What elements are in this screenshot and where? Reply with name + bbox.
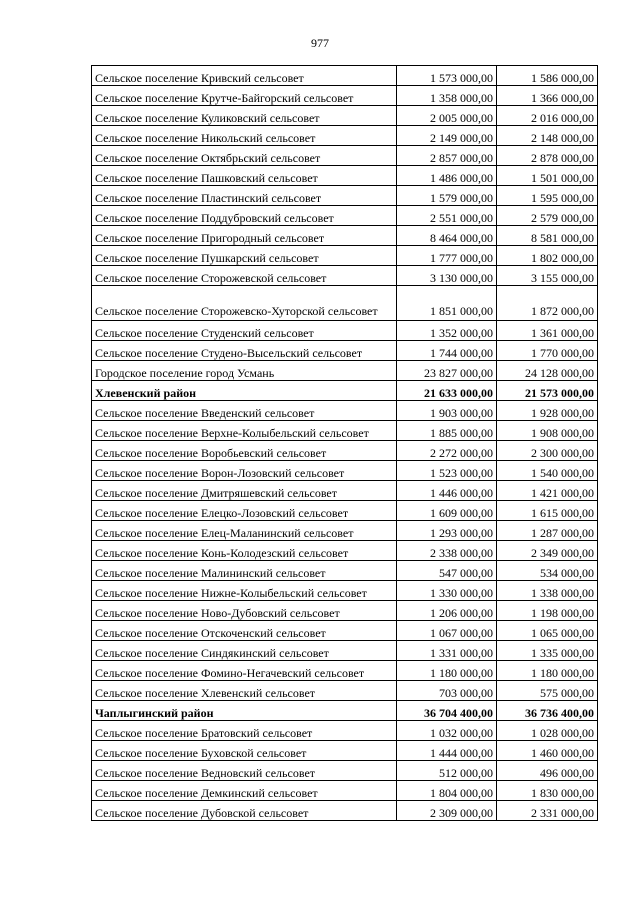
settlement-name-cell: Сельское поселение Введенский сельсовет [92,401,397,421]
amount-year2-cell: 1 830 000,00 [497,781,598,801]
amount-year1-cell: 1 903 000,00 [397,401,497,421]
amount-year1-cell: 1 609 000,00 [397,501,497,521]
amount-year2-cell: 575 000,00 [497,681,598,701]
amount-year1-cell: 1 330 000,00 [397,581,497,601]
settlement-name-cell: Сельское поселение Сторожевской сельсовет [92,266,397,286]
amount-year2-cell: 1 180 000,00 [497,661,598,681]
table-row [92,521,598,541]
amount-year1-cell: 1 067 000,00 [397,621,497,641]
table-row [92,661,598,681]
settlement-name-cell: Сельское поселение Крутче-Байгорский сельсовет [92,86,397,106]
table-row [92,86,598,106]
amount-year1-cell: 2 005 000,00 [397,106,497,126]
amount-year2-cell: 1 540 000,00 [497,461,598,481]
amount-year2-cell: 1 421 000,00 [497,481,598,501]
amount-year2-cell: 1 361 000,00 [497,321,598,341]
amount-year2-cell: 1 770 000,00 [497,341,598,361]
page-number: 977 [311,36,329,50]
amount-year1-cell: 1 744 000,00 [397,341,497,361]
settlement-name-cell: Сельское поселение Ведновский сельсовет [92,761,397,781]
amount-year2-cell: 1 595 000,00 [497,186,598,206]
amount-year1-cell: 703 000,00 [397,681,497,701]
settlement-name-cell: Сельское поселение Фомино-Негачевский сельсовет [92,661,397,681]
settlement-name-cell: Сельское поселение Отскоченский сельсовет [92,621,397,641]
table-row [92,561,598,581]
table-row [92,721,598,741]
amount-year1-cell: 1 352 000,00 [397,321,497,341]
budget-table-body [92,66,598,821]
amount-year2-cell: 2 579 000,00 [497,206,598,226]
table-row [92,801,598,821]
settlement-name-cell: Сельское поселение Ново-Дубовский сельсовет [92,601,397,621]
settlement-name-cell: Хлевенский район [92,381,397,401]
table-row [92,621,598,641]
settlement-name-cell: Чаплыгинский район [92,701,397,721]
amount-year1-cell: 1 573 000,00 [397,66,497,86]
amount-year2-cell: 21 573 000,00 [497,381,598,401]
table-row [92,146,598,166]
settlement-name-cell: Сельское поселение Синдякинский сельсовет [92,641,397,661]
table-row [92,481,598,501]
amount-year1-cell: 1 851 000,00 [397,286,497,321]
settlement-name-cell: Сельское поселение Братовский сельсовет [92,721,397,741]
amount-year2-cell: 2 148 000,00 [497,126,598,146]
settlement-name-cell: Сельское поселение Буховской сельсовет [92,741,397,761]
table-row [92,361,598,381]
amount-year1-cell: 512 000,00 [397,761,497,781]
amount-year1-cell: 1 446 000,00 [397,481,497,501]
table-row [92,501,598,521]
amount-year1-cell: 2 338 000,00 [397,541,497,561]
amount-year1-cell: 1 180 000,00 [397,661,497,681]
amount-year2-cell: 534 000,00 [497,561,598,581]
amount-year2-cell: 1 287 000,00 [497,521,598,541]
amount-year1-cell: 1 444 000,00 [397,741,497,761]
amount-year1-cell: 36 704 400,00 [397,701,497,721]
table-row [92,206,598,226]
settlement-name-cell: Сельское поселение Поддубровский сельсовет [92,206,397,226]
table-row [92,401,598,421]
settlement-name-cell: Сельское поселение Пластинский сельсовет [92,186,397,206]
amount-year2-cell: 1 460 000,00 [497,741,598,761]
amount-year1-cell: 2 551 000,00 [397,206,497,226]
settlement-name-cell: Городское поселение город Усмань [92,361,397,381]
amount-year1-cell: 1 358 000,00 [397,86,497,106]
table-row [92,226,598,246]
amount-year2-cell: 1 802 000,00 [497,246,598,266]
amount-year2-cell: 496 000,00 [497,761,598,781]
amount-year2-cell: 1 872 000,00 [497,286,598,321]
amount-year1-cell: 23 827 000,00 [397,361,497,381]
settlement-name-cell: Сельское поселение Студенский сельсовет [92,321,397,341]
amount-year1-cell: 2 149 000,00 [397,126,497,146]
settlement-name-cell: Сельское поселение Дмитряшевский сельсовет [92,481,397,501]
district-total-row [92,701,598,721]
settlement-name-cell: Сельское поселение Куликовский сельсовет [92,106,397,126]
amount-year2-cell: 1 586 000,00 [497,66,598,86]
amount-year2-cell: 8 581 000,00 [497,226,598,246]
settlement-name-cell: Сельское поселение Октябрьский сельсовет [92,146,397,166]
amount-year2-cell: 2 016 000,00 [497,106,598,126]
amount-year2-cell: 1 338 000,00 [497,581,598,601]
table-row [92,641,598,661]
settlement-name-cell: Сельское поселение Елецко-Лозовский сельсовет [92,501,397,521]
amount-year2-cell: 1 335 000,00 [497,641,598,661]
settlement-name-cell: Сельское поселение Елец-Маланинский сельсовет [92,521,397,541]
amount-year1-cell: 2 309 000,00 [397,801,497,821]
amount-year2-cell: 2 878 000,00 [497,146,598,166]
amount-year1-cell: 1 885 000,00 [397,421,497,441]
settlement-name-cell: Сельское поселение Кривский сельсовет [92,66,397,86]
amount-year1-cell: 1 331 000,00 [397,641,497,661]
table-row [92,321,598,341]
settlement-name-cell: Сельское поселение Хлевенский сельсовет [92,681,397,701]
settlement-name-cell: Сельское поселение Верхне-Колыбельский сельсовет [92,421,397,441]
amount-year2-cell: 2 349 000,00 [497,541,598,561]
table-row [92,66,598,86]
settlement-name-cell: Сельское поселение Сторожевско-Хуторской сельсовет [92,286,397,321]
settlement-name-cell: Сельское поселение Демкинский сельсовет [92,781,397,801]
table-row [92,761,598,781]
table-row [92,421,598,441]
settlement-name-cell: Сельское поселение Никольский сельсовет [92,126,397,146]
amount-year1-cell: 3 130 000,00 [397,266,497,286]
amount-year1-cell: 2 857 000,00 [397,146,497,166]
table-row [92,286,598,321]
amount-year2-cell: 24 128 000,00 [497,361,598,381]
table-row [92,441,598,461]
settlement-name-cell: Сельское поселение Воробьевский сельсовет [92,441,397,461]
amount-year1-cell: 21 633 000,00 [397,381,497,401]
settlement-name-cell: Сельское поселение Нижне-Колыбельский сельсовет [92,581,397,601]
settlement-name-cell: Сельское поселение Пашковский сельсовет [92,166,397,186]
amount-year2-cell: 3 155 000,00 [497,266,598,286]
amount-year2-cell: 1 065 000,00 [497,621,598,641]
table-row [92,246,598,266]
amount-year2-cell: 2 331 000,00 [497,801,598,821]
table-row [92,741,598,761]
amount-year1-cell: 1 777 000,00 [397,246,497,266]
table-row [92,106,598,126]
amount-year2-cell: 1 908 000,00 [497,421,598,441]
amount-year1-cell: 547 000,00 [397,561,497,581]
amount-year1-cell: 1 486 000,00 [397,166,497,186]
amount-year2-cell: 1 928 000,00 [497,401,598,421]
amount-year1-cell: 1 523 000,00 [397,461,497,481]
settlement-name-cell: Сельское поселение Конь-Колодезский сельсовет [92,541,397,561]
amount-year1-cell: 2 272 000,00 [397,441,497,461]
amount-year1-cell: 1 579 000,00 [397,186,497,206]
amount-year2-cell: 36 736 400,00 [497,701,598,721]
table-row [92,341,598,361]
table-row [92,781,598,801]
table-row [92,601,598,621]
district-total-row [92,381,598,401]
amount-year1-cell: 1 293 000,00 [397,521,497,541]
amount-year1-cell: 8 464 000,00 [397,226,497,246]
amount-year1-cell: 1 206 000,00 [397,601,497,621]
table-row [92,681,598,701]
settlement-name-cell: Сельское поселение Пушкарский сельсовет [92,246,397,266]
table-row [92,581,598,601]
settlement-name-cell: Сельское поселение Пригородный сельсовет [92,226,397,246]
table-row [92,166,598,186]
amount-year2-cell: 1 198 000,00 [497,601,598,621]
settlement-name-cell: Сельское поселение Ворон-Лозовский сельсовет [92,461,397,481]
settlement-name-cell: Сельское поселение Малининский сельсовет [92,561,397,581]
amount-year2-cell: 1 028 000,00 [497,721,598,741]
amount-year2-cell: 1 501 000,00 [497,166,598,186]
table-row [92,461,598,481]
budget-table [91,65,598,821]
table-row [92,266,598,286]
amount-year2-cell: 1 366 000,00 [497,86,598,106]
amount-year1-cell: 1 804 000,00 [397,781,497,801]
table-row [92,126,598,146]
settlement-name-cell: Сельское поселение Дубовской сельсовет [92,801,397,821]
amount-year2-cell: 1 615 000,00 [497,501,598,521]
table-row [92,186,598,206]
amount-year2-cell: 2 300 000,00 [497,441,598,461]
table-row [92,541,598,561]
settlement-name-cell: Сельское поселение Студено-Высельский сельсовет [92,341,397,361]
amount-year1-cell: 1 032 000,00 [397,721,497,741]
